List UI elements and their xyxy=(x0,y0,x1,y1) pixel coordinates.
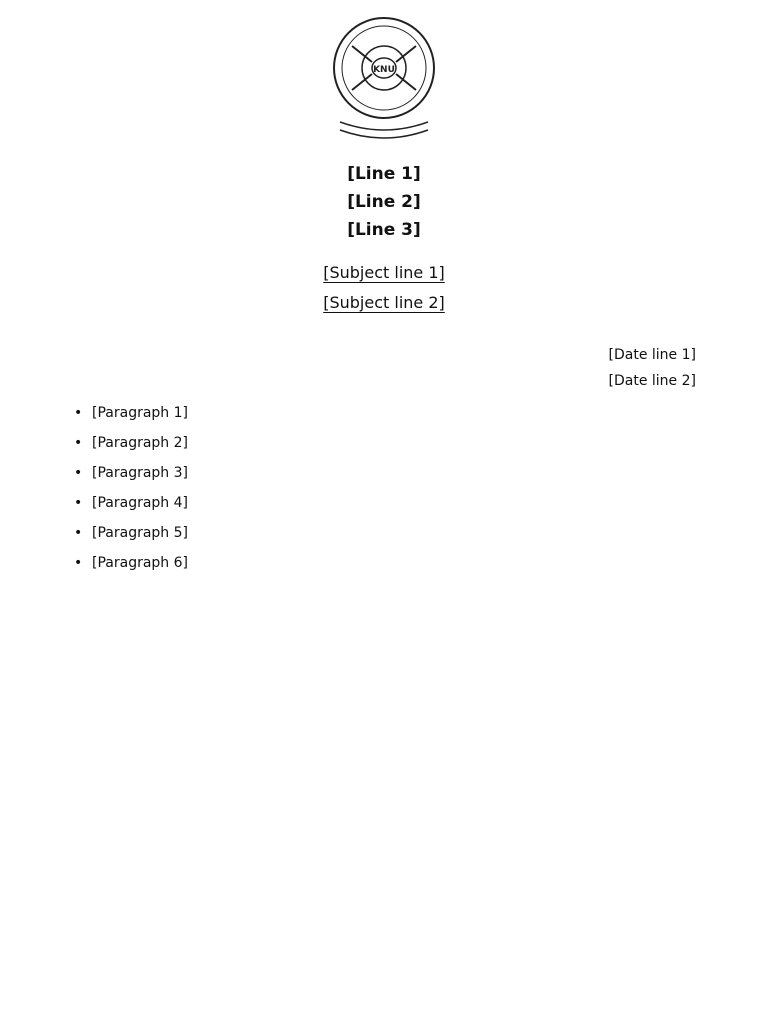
knu-seal-logo xyxy=(318,12,450,148)
paragraph-4 xyxy=(74,490,676,516)
paragraph-text: [Paragraph 1] xyxy=(92,405,188,421)
seal-emblem-icon xyxy=(318,12,450,148)
org-name-line-2: [Line 2] xyxy=(347,192,421,212)
org-name-line-3: [Line 3] xyxy=(347,220,421,240)
subject-heading xyxy=(0,258,768,318)
organization-header xyxy=(0,160,768,244)
statement-paragraph-list xyxy=(74,400,676,580)
bullet-icon: • xyxy=(74,405,83,421)
subject-line-2: [Subject line 2] xyxy=(323,293,445,312)
svg-text:KNU: KNU xyxy=(373,65,395,75)
paragraph-text: [Paragraph 4] xyxy=(92,495,188,511)
bullet-icon: • xyxy=(74,465,83,481)
subject-line-1: [Subject line 1] xyxy=(323,263,445,282)
paragraph-6 xyxy=(74,550,676,576)
date-block xyxy=(609,342,696,394)
bullet-icon: • xyxy=(74,525,83,541)
paragraph-text: [Paragraph 6] xyxy=(92,555,188,571)
bullet-icon: • xyxy=(74,435,83,451)
paragraph-3 xyxy=(74,460,676,486)
date-line-1: [Date line 1] xyxy=(608,347,696,363)
paragraph-text: [Paragraph 3] xyxy=(92,465,188,481)
paragraph-5 xyxy=(74,520,676,546)
paragraph-1 xyxy=(74,400,676,426)
org-name-line-1: [Line 1] xyxy=(347,164,421,184)
paragraph-text: [Paragraph 2] xyxy=(92,435,188,451)
bullet-icon: • xyxy=(74,555,83,571)
paragraph-2 xyxy=(74,430,676,456)
bullet-icon: • xyxy=(74,495,83,511)
paragraph-text: [Paragraph 5] xyxy=(92,525,188,541)
date-line-2: [Date line 2] xyxy=(608,373,696,389)
